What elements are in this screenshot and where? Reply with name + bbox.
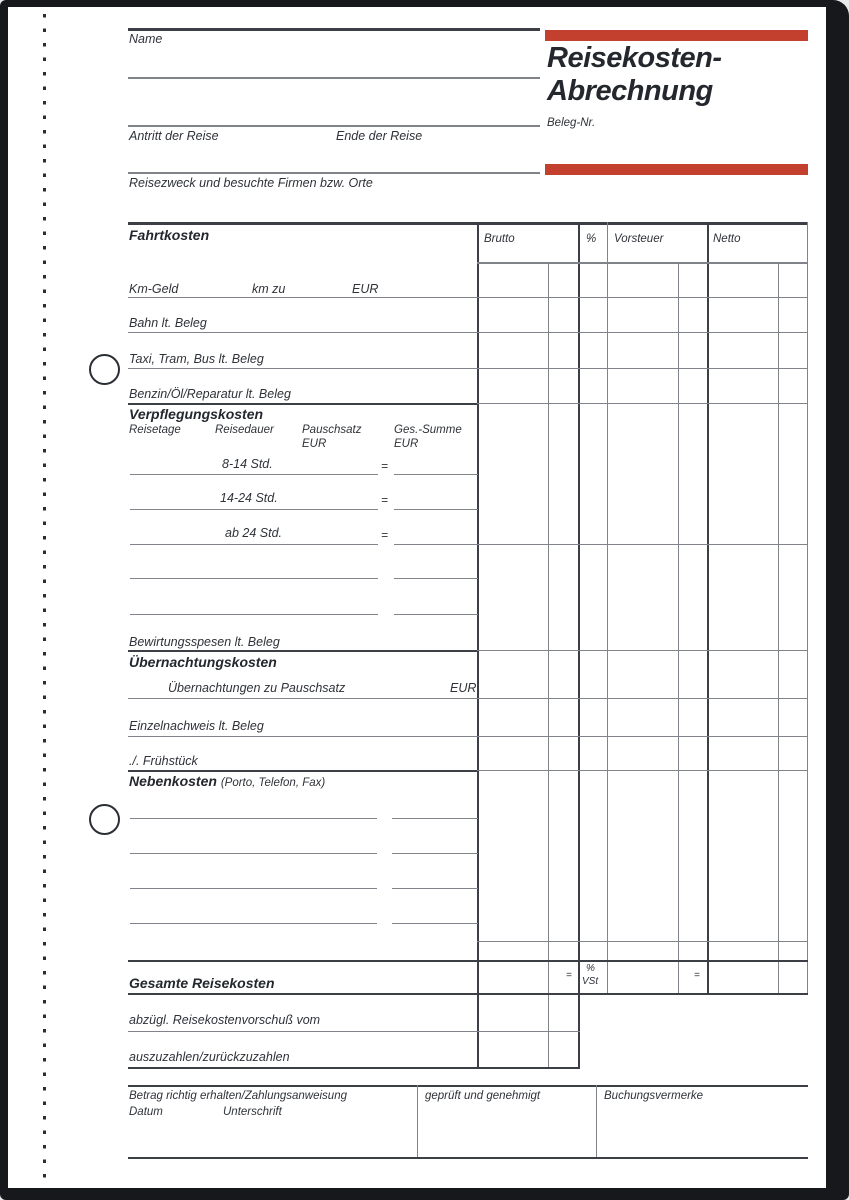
section-uebernachtungskosten: Übernachtungskosten <box>129 654 277 670</box>
row-14-24-label: 14-24 Std. <box>220 491 278 505</box>
row-benzin-label: Benzin/Öl/Reparatur lt. Beleg <box>129 387 291 401</box>
rule <box>128 698 808 699</box>
row-gesamt-label: Gesamte Reisekosten <box>129 975 275 991</box>
km-geld-label: Km-Geld <box>129 282 179 296</box>
rule <box>130 923 377 924</box>
equals-sign: = <box>381 459 389 473</box>
rule <box>477 262 808 264</box>
col-header-percent: % <box>586 233 597 245</box>
section-divider <box>128 650 478 652</box>
nebenkosten-title: Nebenkosten <box>129 773 217 789</box>
col-gessumme-unit: EUR <box>394 438 419 450</box>
rule <box>128 960 808 962</box>
footer-divider <box>596 1085 597 1157</box>
rule <box>392 888 478 889</box>
name-field-label: Name <box>129 32 163 46</box>
equals-sign: = <box>381 493 389 507</box>
rule <box>128 993 808 995</box>
rule <box>128 332 808 333</box>
section-verpflegungskosten: Verpflegungskosten <box>129 406 264 422</box>
trip-start-label: Antritt der Reise <box>129 129 219 143</box>
rule <box>477 544 808 545</box>
km-zu-label: km zu <box>252 282 286 296</box>
trip-end-label: Ende der Reise <box>336 129 423 143</box>
section-divider <box>128 403 478 405</box>
rule <box>130 509 378 510</box>
rule <box>394 509 478 510</box>
footer-datum-label: Datum <box>129 1106 163 1118</box>
rule <box>130 888 377 889</box>
section-fahrtkosten: Fahrtkosten <box>129 227 210 243</box>
section-divider <box>128 770 478 772</box>
footer-betrag-label: Betrag richtig erhalten/Zahlungsanweisung <box>129 1090 347 1102</box>
rule <box>394 544 478 545</box>
row-pauschsatz-label: Übernachtungen zu Pauschsatz <box>168 681 346 695</box>
eur-label: EUR <box>352 282 379 296</box>
row-fruehstueck-label: ./. Frühstück <box>129 754 198 768</box>
footer-bottom-border <box>128 1157 808 1159</box>
rule <box>477 650 808 651</box>
form-title-line2: Abrechnung <box>547 75 713 107</box>
form-title <box>547 42 722 108</box>
rule <box>130 544 378 545</box>
rule <box>128 125 540 127</box>
rule <box>477 770 808 771</box>
col-netto-cents-divider <box>778 262 779 994</box>
rule <box>394 614 478 615</box>
rule <box>128 297 808 298</box>
row-bewirtung-label: Bewirtungsspesen lt. Beleg <box>129 635 280 649</box>
equals-sign: = <box>381 528 389 542</box>
footer-buchung-label: Buchungsvermerke <box>604 1090 704 1102</box>
rule <box>130 614 378 615</box>
rule <box>128 28 540 31</box>
rule <box>130 578 378 579</box>
form-title-line1: Reisekosten- <box>547 42 722 74</box>
footer-geprueft-label: geprüft und genehmigt <box>425 1090 541 1102</box>
vst-mark: VSt <box>582 976 599 987</box>
rule <box>394 578 478 579</box>
col-pauschsatz: Pauschsatz <box>302 424 362 436</box>
nebenkosten-subtitle: (Porto, Telefon, Fax) <box>220 777 326 789</box>
trip-purpose-label: Reisezweck und besuchte Firmen bzw. Orte <box>129 176 373 190</box>
rule <box>128 1067 580 1069</box>
row-abzuegl-label: abzügl. Reisekostenvorschuß vom <box>129 1013 321 1027</box>
col-reisetage: Reisetage <box>129 424 181 436</box>
col-header-netto: Netto <box>713 233 741 245</box>
table-top-border <box>128 222 808 225</box>
eur-label: EUR <box>450 681 477 695</box>
row-auszuzahlen-label: auszuzahlen/zurückzuzahlen <box>129 1050 290 1064</box>
row-bahn-label: Bahn lt. Beleg <box>129 316 207 330</box>
row-taxi-label: Taxi, Tram, Bus lt. Beleg <box>129 352 264 366</box>
row-ab24-label: ab 24 Std. <box>225 526 282 540</box>
rule <box>392 853 478 854</box>
rule <box>128 172 540 174</box>
rule <box>392 818 478 819</box>
rule <box>392 923 478 924</box>
col-netto-left-border <box>707 222 709 994</box>
red-accent-bar-bottom <box>545 164 808 175</box>
equals-sign: = <box>566 970 572 981</box>
rule <box>477 403 808 404</box>
rule <box>128 77 540 79</box>
rule <box>128 1031 580 1032</box>
equals-sign: = <box>694 970 700 981</box>
footer-unterschrift-label: Unterschrift <box>223 1106 282 1118</box>
rule <box>477 941 808 942</box>
col-header-brutto: Brutto <box>484 233 515 245</box>
col-vorsteuer-left-border <box>607 222 608 994</box>
col-reisedauer: Reisedauer <box>215 424 274 436</box>
rule <box>130 853 377 854</box>
footer-top-border <box>128 1085 808 1087</box>
beleg-nr-label: Beleg-Nr. <box>547 117 596 129</box>
punch-hole-bottom <box>89 804 120 835</box>
col-vorsteuer-cents-divider <box>678 262 679 994</box>
col-brutto-cents-divider <box>548 262 549 1067</box>
col-gessumme: Ges.-Summe <box>394 424 462 436</box>
table-right-border <box>807 222 808 994</box>
footer-divider <box>417 1085 418 1157</box>
rule <box>128 736 808 737</box>
perforation-dotted-line <box>43 14 46 1178</box>
row-8-14-label: 8-14 Std. <box>222 457 273 471</box>
row-einzelnachweis-label: Einzelnachweis lt. Beleg <box>129 719 264 733</box>
rule <box>130 818 377 819</box>
col-pauschsatz-unit: EUR <box>302 438 327 450</box>
section-nebenkosten <box>129 773 325 790</box>
rule <box>128 368 808 369</box>
pct-mark: % <box>586 963 595 974</box>
punch-hole-top <box>89 354 120 385</box>
rule <box>130 474 378 475</box>
red-accent-bar-top <box>545 30 808 41</box>
rule <box>394 474 478 475</box>
col-header-vorsteuer: Vorsteuer <box>614 233 664 245</box>
